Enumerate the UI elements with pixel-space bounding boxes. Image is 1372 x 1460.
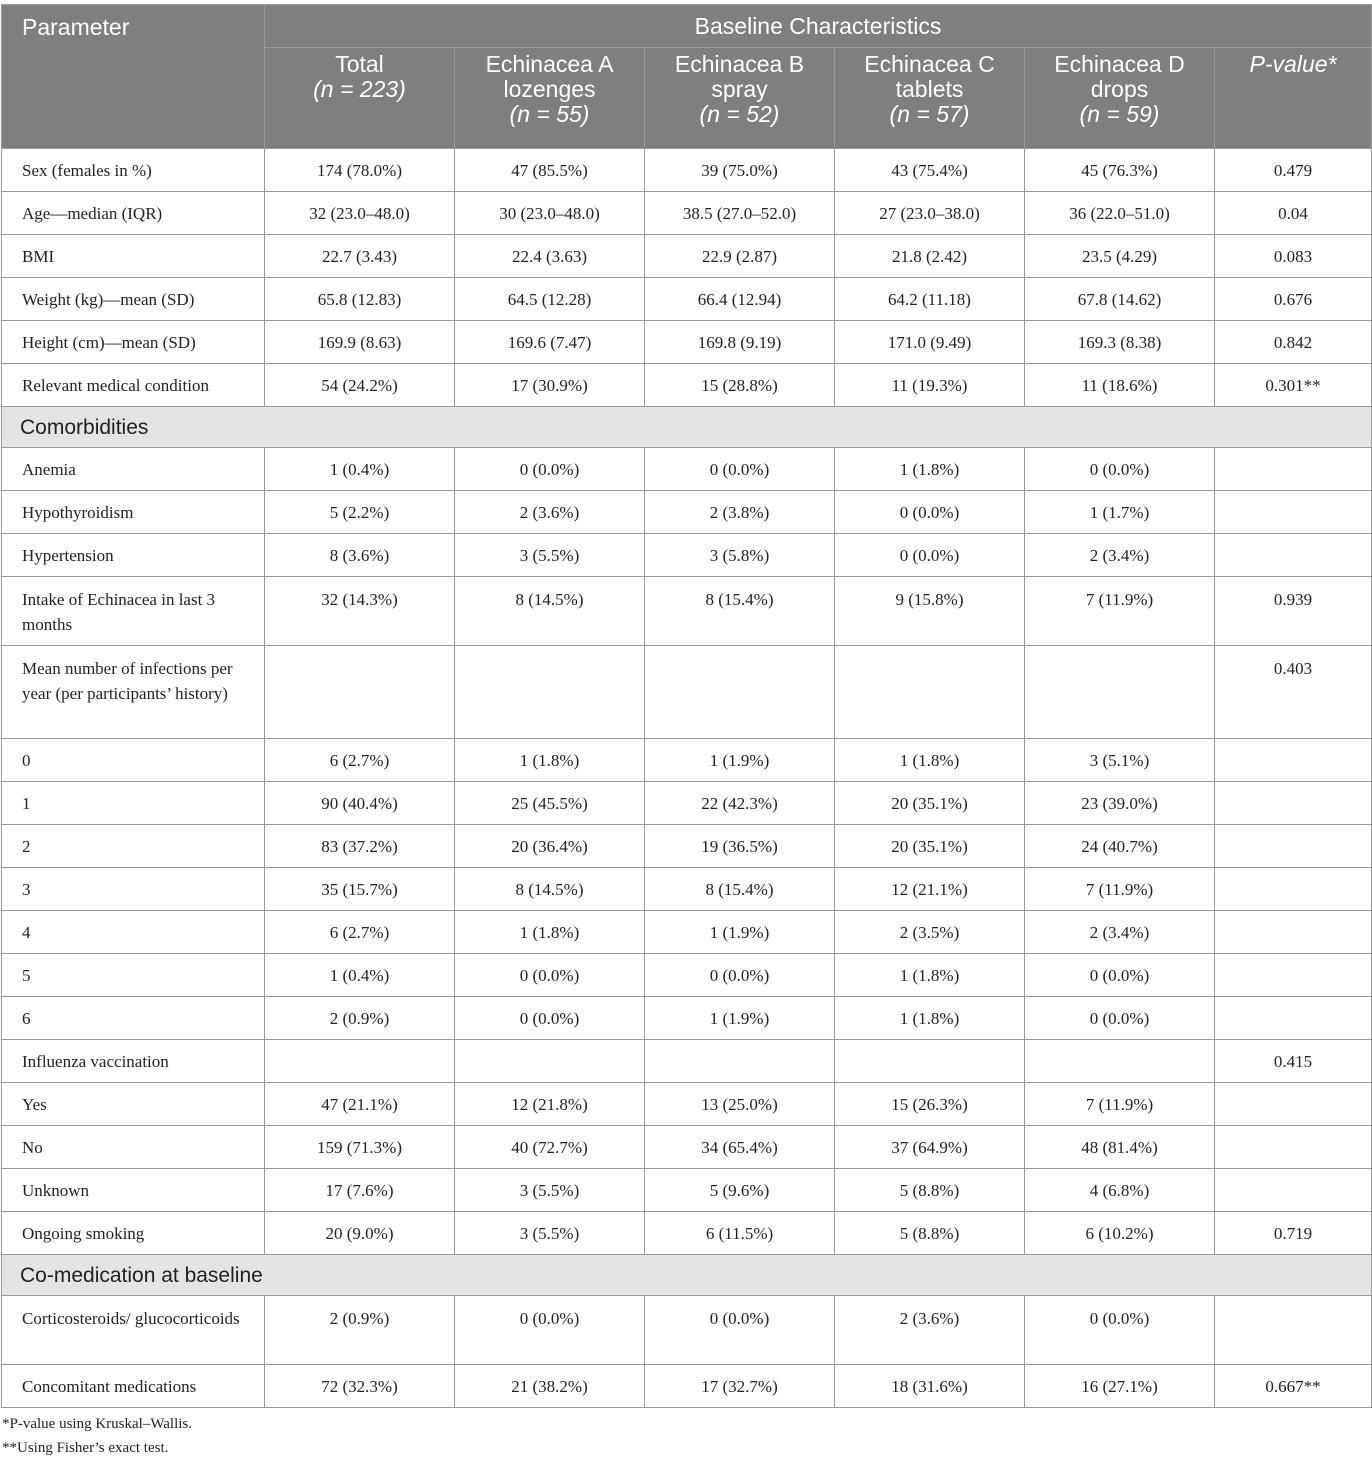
table-cell: 22 (42.3%) bbox=[645, 782, 835, 825]
table-cell: 6 (2.7%) bbox=[265, 911, 455, 954]
table-cell: 17 (32.7%) bbox=[645, 1365, 835, 1408]
table-cell: 11 (18.6%) bbox=[1025, 364, 1215, 407]
table-cell: 32 (14.3%) bbox=[265, 577, 455, 646]
column-form: drops bbox=[1090, 76, 1149, 102]
table-row bbox=[2, 739, 1372, 782]
table-cell: 72 (32.3%) bbox=[265, 1365, 455, 1408]
footnote: **Using Fisher’s exact test. bbox=[2, 1440, 169, 1456]
pvalue-cell bbox=[1215, 491, 1372, 534]
table-cell: 19 (36.5%) bbox=[645, 825, 835, 868]
column-n: (n = 57) bbox=[889, 101, 970, 127]
row-label: 1 bbox=[2, 782, 265, 825]
table-cell: 8 (3.6%) bbox=[265, 534, 455, 577]
table-cell: 21 (38.2%) bbox=[455, 1365, 645, 1408]
table-cell bbox=[265, 1040, 455, 1083]
table-cell: 32 (23.0–48.0) bbox=[265, 192, 455, 235]
table-cell: 5 (9.6%) bbox=[645, 1169, 835, 1212]
table-row bbox=[2, 278, 1372, 321]
table-cell: 0 (0.0%) bbox=[1025, 997, 1215, 1040]
table-cell: 1 (1.9%) bbox=[645, 911, 835, 954]
section-row-comorbidities bbox=[2, 407, 1372, 448]
table-cell: 9 (15.8%) bbox=[835, 577, 1025, 646]
row-label: 4 bbox=[2, 911, 265, 954]
table-row bbox=[2, 534, 1372, 577]
column-header-echinacea-d bbox=[1025, 48, 1215, 149]
table-cell bbox=[455, 1040, 645, 1083]
pvalue-cell: 0.667** bbox=[1215, 1365, 1372, 1408]
table-cell bbox=[455, 646, 645, 739]
table-container bbox=[0, 4, 1372, 1460]
table-cell: 3 (5.5%) bbox=[455, 1212, 645, 1255]
pvalue-cell: 0.083 bbox=[1215, 235, 1372, 278]
footnotes bbox=[0, 1412, 1372, 1460]
table-cell: 24 (40.7%) bbox=[1025, 825, 1215, 868]
table-cell: 2 (0.9%) bbox=[265, 997, 455, 1040]
pvalue-cell bbox=[1215, 1126, 1372, 1169]
table-row bbox=[2, 1212, 1372, 1255]
table-row bbox=[2, 192, 1372, 235]
table-cell: 20 (35.1%) bbox=[835, 825, 1025, 868]
table-row bbox=[2, 1126, 1372, 1169]
table-cell: 23 (39.0%) bbox=[1025, 782, 1215, 825]
column-name: Echinacea A bbox=[485, 51, 614, 77]
table-cell: 0 (0.0%) bbox=[455, 997, 645, 1040]
column-form: spray bbox=[711, 76, 768, 102]
table-cell: 0 (0.0%) bbox=[835, 534, 1025, 577]
pvalue-cell: 0.04 bbox=[1215, 192, 1372, 235]
table-cell bbox=[835, 1040, 1025, 1083]
pvalue-cell bbox=[1215, 739, 1372, 782]
table-cell: 7 (11.9%) bbox=[1025, 868, 1215, 911]
table-cell: 64.5 (12.28) bbox=[455, 278, 645, 321]
table-cell: 45 (76.3%) bbox=[1025, 149, 1215, 192]
footnote: *P-value using Kruskal–Wallis. bbox=[2, 1416, 193, 1432]
table-cell: 43 (75.4%) bbox=[835, 149, 1025, 192]
table-row bbox=[2, 1365, 1372, 1408]
table-cell: 48 (81.4%) bbox=[1025, 1126, 1215, 1169]
table-cell: 169.6 (7.47) bbox=[455, 321, 645, 364]
table-cell: 17 (7.6%) bbox=[265, 1169, 455, 1212]
row-label: 6 bbox=[2, 997, 265, 1040]
group-header: Baseline Characteristics bbox=[265, 5, 1372, 48]
table-cell: 3 (5.8%) bbox=[645, 534, 835, 577]
table-cell: 0 (0.0%) bbox=[455, 1296, 645, 1365]
table-cell: 16 (27.1%) bbox=[1025, 1365, 1215, 1408]
table-cell: 1 (0.4%) bbox=[265, 954, 455, 997]
table-cell: 27 (23.0–38.0) bbox=[835, 192, 1025, 235]
table-cell bbox=[835, 646, 1025, 739]
pvalue-cell bbox=[1215, 782, 1372, 825]
table-cell: 20 (35.1%) bbox=[835, 782, 1025, 825]
table-cell: 54 (24.2%) bbox=[265, 364, 455, 407]
section-title: Co-medication at baseline bbox=[2, 1255, 1372, 1296]
pvalue-cell: 0.403 bbox=[1215, 646, 1372, 739]
column-header-pvalue: P-value* bbox=[1215, 48, 1372, 149]
table-cell: 1 (0.4%) bbox=[265, 448, 455, 491]
table-cell: 0 (0.0%) bbox=[645, 1296, 835, 1365]
pvalue-cell bbox=[1215, 534, 1372, 577]
column-header-echinacea-b bbox=[645, 48, 835, 149]
table-cell: 1 (1.8%) bbox=[835, 954, 1025, 997]
table-row bbox=[2, 321, 1372, 364]
table-cell: 18 (31.6%) bbox=[835, 1365, 1025, 1408]
column-n: (n = 59) bbox=[1079, 101, 1160, 127]
row-label: Influenza vaccination bbox=[2, 1040, 265, 1083]
row-label: Corticosteroids/ glucocorticoids bbox=[2, 1296, 265, 1365]
table-cell: 2 (3.4%) bbox=[1025, 534, 1215, 577]
table-cell: 1 (1.8%) bbox=[835, 448, 1025, 491]
table-cell: 7 (11.9%) bbox=[1025, 577, 1215, 646]
table-cell: 20 (9.0%) bbox=[265, 1212, 455, 1255]
table-cell: 12 (21.8%) bbox=[455, 1083, 645, 1126]
pvalue-cell bbox=[1215, 954, 1372, 997]
row-label: Hypothyroidism bbox=[2, 491, 265, 534]
table-cell: 0 (0.0%) bbox=[835, 491, 1025, 534]
section-row-comedication bbox=[2, 1255, 1372, 1296]
table-cell: 5 (8.8%) bbox=[835, 1212, 1025, 1255]
row-label: Unknown bbox=[2, 1169, 265, 1212]
table-cell: 169.9 (8.63) bbox=[265, 321, 455, 364]
table-cell: 35 (15.7%) bbox=[265, 868, 455, 911]
table-cell: 17 (30.9%) bbox=[455, 364, 645, 407]
table-row bbox=[2, 1169, 1372, 1212]
pvalue-cell bbox=[1215, 825, 1372, 868]
table-cell: 3 (5.5%) bbox=[455, 534, 645, 577]
table-cell: 22.4 (3.63) bbox=[455, 235, 645, 278]
table-cell: 171.0 (9.49) bbox=[835, 321, 1025, 364]
column-n: (n = 52) bbox=[699, 101, 780, 127]
table-cell: 0 (0.0%) bbox=[645, 448, 835, 491]
table-cell: 4 (6.8%) bbox=[1025, 1169, 1215, 1212]
pvalue-cell bbox=[1215, 868, 1372, 911]
table-cell: 1 (1.9%) bbox=[645, 739, 835, 782]
column-name: Echinacea B bbox=[674, 51, 805, 77]
column-form: lozenges bbox=[503, 76, 596, 102]
table-cell: 30 (23.0–48.0) bbox=[455, 192, 645, 235]
row-label: Mean number of infections per year (per participants’ history) bbox=[2, 646, 265, 739]
table-cell: 40 (72.7%) bbox=[455, 1126, 645, 1169]
table-cell: 2 (3.6%) bbox=[455, 491, 645, 534]
pvalue-cell: 0.301** bbox=[1215, 364, 1372, 407]
row-label: BMI bbox=[2, 235, 265, 278]
table-cell: 25 (45.5%) bbox=[455, 782, 645, 825]
pvalue-cell bbox=[1215, 1169, 1372, 1212]
baseline-characteristics-table bbox=[1, 4, 1372, 1408]
table-row bbox=[2, 577, 1372, 646]
table-cell: 23.5 (4.29) bbox=[1025, 235, 1215, 278]
pvalue-cell: 0.676 bbox=[1215, 278, 1372, 321]
table-cell: 2 (3.6%) bbox=[835, 1296, 1025, 1365]
table-row bbox=[2, 1040, 1372, 1083]
column-name: Echinacea D bbox=[1054, 51, 1185, 77]
table-row bbox=[2, 911, 1372, 954]
row-label: Sex (females in %) bbox=[2, 149, 265, 192]
table-cell: 36 (22.0–51.0) bbox=[1025, 192, 1215, 235]
table-cell: 90 (40.4%) bbox=[265, 782, 455, 825]
column-name: Echinacea C bbox=[864, 51, 995, 77]
table-cell: 15 (26.3%) bbox=[835, 1083, 1025, 1126]
table-cell: 1 (1.8%) bbox=[455, 739, 645, 782]
table-row bbox=[2, 149, 1372, 192]
table-cell: 5 (8.8%) bbox=[835, 1169, 1025, 1212]
table-row bbox=[2, 997, 1372, 1040]
section-title: Comorbidities bbox=[2, 407, 1372, 448]
table-cell: 11 (19.3%) bbox=[835, 364, 1025, 407]
table-cell: 37 (64.9%) bbox=[835, 1126, 1025, 1169]
row-label: Anemia bbox=[2, 448, 265, 491]
column-n: (n = 223) bbox=[313, 76, 406, 102]
table-cell: 7 (11.9%) bbox=[1025, 1083, 1215, 1126]
row-label: 2 bbox=[2, 825, 265, 868]
table-cell: 8 (15.4%) bbox=[645, 577, 835, 646]
row-label: Height (cm)—mean (SD) bbox=[2, 321, 265, 364]
row-label: Intake of Echinacea in last 3 months bbox=[2, 577, 265, 646]
table-cell: 34 (65.4%) bbox=[645, 1126, 835, 1169]
table-row bbox=[2, 868, 1372, 911]
pvalue-cell: 0.479 bbox=[1215, 149, 1372, 192]
table-row bbox=[2, 235, 1372, 278]
table-cell: 67.8 (14.62) bbox=[1025, 278, 1215, 321]
row-label: Ongoing smoking bbox=[2, 1212, 265, 1255]
column-name: Total bbox=[335, 51, 384, 77]
table-cell bbox=[645, 646, 835, 739]
table-cell: 22.7 (3.43) bbox=[265, 235, 455, 278]
pvalue-cell bbox=[1215, 1083, 1372, 1126]
table-cell: 2 (3.8%) bbox=[645, 491, 835, 534]
pvalue-cell: 0.939 bbox=[1215, 577, 1372, 646]
table-cell: 2 (0.9%) bbox=[265, 1296, 455, 1365]
row-label: Hypertension bbox=[2, 534, 265, 577]
table-cell: 5 (2.2%) bbox=[265, 491, 455, 534]
table-cell: 6 (10.2%) bbox=[1025, 1212, 1215, 1255]
table-cell: 1 (1.8%) bbox=[455, 911, 645, 954]
table-cell: 64.2 (11.18) bbox=[835, 278, 1025, 321]
table-row bbox=[2, 646, 1372, 739]
table-cell: 8 (14.5%) bbox=[455, 577, 645, 646]
table-cell: 2 (3.4%) bbox=[1025, 911, 1215, 954]
table-cell: 1 (1.9%) bbox=[645, 997, 835, 1040]
pvalue-cell bbox=[1215, 1296, 1372, 1365]
table-cell: 47 (85.5%) bbox=[455, 149, 645, 192]
table-cell: 47 (21.1%) bbox=[265, 1083, 455, 1126]
table-cell: 83 (37.2%) bbox=[265, 825, 455, 868]
table-row bbox=[2, 364, 1372, 407]
table-row bbox=[2, 1083, 1372, 1126]
table-cell: 2 (3.5%) bbox=[835, 911, 1025, 954]
table-row bbox=[2, 954, 1372, 997]
pvalue-cell: 0.842 bbox=[1215, 321, 1372, 364]
row-label: Relevant medical condition bbox=[2, 364, 265, 407]
table-cell: 0 (0.0%) bbox=[1025, 1296, 1215, 1365]
table-cell: 15 (28.8%) bbox=[645, 364, 835, 407]
table-cell: 0 (0.0%) bbox=[1025, 448, 1215, 491]
table-cell: 0 (0.0%) bbox=[645, 954, 835, 997]
table-cell: 159 (71.3%) bbox=[265, 1126, 455, 1169]
table-cell: 6 (11.5%) bbox=[645, 1212, 835, 1255]
table-cell bbox=[645, 1040, 835, 1083]
column-form: tablets bbox=[895, 76, 964, 102]
table-cell: 21.8 (2.42) bbox=[835, 235, 1025, 278]
table-cell: 3 (5.5%) bbox=[455, 1169, 645, 1212]
table-cell: 65.8 (12.83) bbox=[265, 278, 455, 321]
table-cell: 38.5 (27.0–52.0) bbox=[645, 192, 835, 235]
table-cell: 22.9 (2.87) bbox=[645, 235, 835, 278]
table-cell bbox=[1025, 1040, 1215, 1083]
table-row bbox=[2, 782, 1372, 825]
pvalue-cell: 0.719 bbox=[1215, 1212, 1372, 1255]
table-row bbox=[2, 1296, 1372, 1365]
pvalue-cell: 0.415 bbox=[1215, 1040, 1372, 1083]
table-cell: 1 (1.8%) bbox=[835, 997, 1025, 1040]
parameter-header: Parameter bbox=[2, 5, 265, 149]
table-cell: 6 (2.7%) bbox=[265, 739, 455, 782]
row-label: Concomitant medications bbox=[2, 1365, 265, 1408]
table-cell: 8 (15.4%) bbox=[645, 868, 835, 911]
table-cell: 1 (1.8%) bbox=[835, 739, 1025, 782]
table-cell bbox=[1025, 646, 1215, 739]
table-cell: 13 (25.0%) bbox=[645, 1083, 835, 1126]
row-label: Weight (kg)—mean (SD) bbox=[2, 278, 265, 321]
pvalue-cell bbox=[1215, 997, 1372, 1040]
table-cell: 12 (21.1%) bbox=[835, 868, 1025, 911]
column-header-echinacea-c bbox=[835, 48, 1025, 149]
table-cell: 0 (0.0%) bbox=[455, 954, 645, 997]
row-label: Age—median (IQR) bbox=[2, 192, 265, 235]
table-cell bbox=[265, 646, 455, 739]
table-row bbox=[2, 448, 1372, 491]
table-cell: 0 (0.0%) bbox=[1025, 954, 1215, 997]
table-cell: 169.3 (8.38) bbox=[1025, 321, 1215, 364]
table-row bbox=[2, 491, 1372, 534]
table-row bbox=[2, 825, 1372, 868]
table-cell: 20 (36.4%) bbox=[455, 825, 645, 868]
table-cell: 174 (78.0%) bbox=[265, 149, 455, 192]
table-cell: 3 (5.1%) bbox=[1025, 739, 1215, 782]
column-header-total bbox=[265, 48, 455, 149]
pvalue-cell bbox=[1215, 911, 1372, 954]
table-cell: 0 (0.0%) bbox=[455, 448, 645, 491]
pvalue-cell bbox=[1215, 448, 1372, 491]
row-label: 3 bbox=[2, 868, 265, 911]
table-cell: 8 (14.5%) bbox=[455, 868, 645, 911]
table-cell: 1 (1.7%) bbox=[1025, 491, 1215, 534]
table-cell: 39 (75.0%) bbox=[645, 149, 835, 192]
row-label: No bbox=[2, 1126, 265, 1169]
row-label: 0 bbox=[2, 739, 265, 782]
row-label: 5 bbox=[2, 954, 265, 997]
row-label: Yes bbox=[2, 1083, 265, 1126]
table-cell: 66.4 (12.94) bbox=[645, 278, 835, 321]
column-n: (n = 55) bbox=[509, 101, 590, 127]
table-cell: 169.8 (9.19) bbox=[645, 321, 835, 364]
column-header-echinacea-a bbox=[455, 48, 645, 149]
